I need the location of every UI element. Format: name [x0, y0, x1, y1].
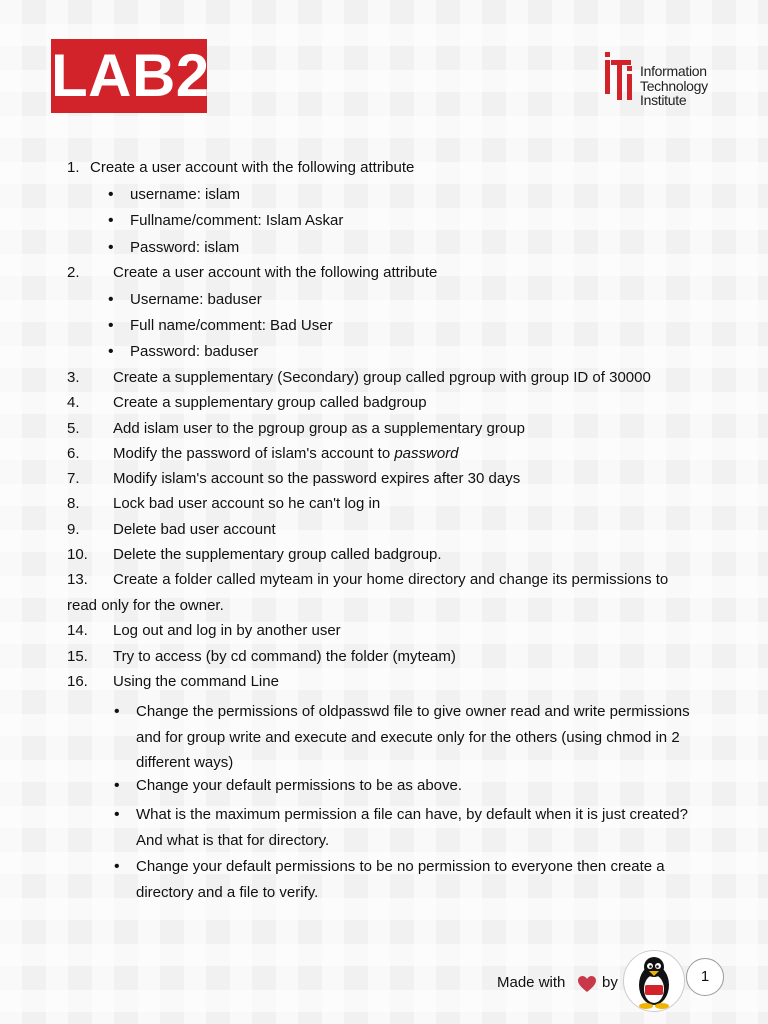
item-number: 2.	[67, 264, 80, 281]
item-text: Delete the supplementary group called badgroup.	[113, 546, 442, 563]
iti-logo	[603, 46, 733, 106]
lab-title: LAB2	[51, 39, 207, 113]
item-text: Create a supplementary group called badgroup	[113, 394, 427, 411]
item-number: 8.	[67, 495, 80, 512]
item-number: 10.	[67, 546, 88, 563]
penguin-avatar	[623, 950, 685, 1012]
item-number: 16.	[67, 673, 88, 690]
item-number: 3.	[67, 369, 80, 386]
item-text: Log out and log in by another user	[113, 622, 341, 639]
heart-icon	[577, 975, 597, 993]
logo-line-3: Institute	[640, 92, 687, 108]
item-number: 13.	[67, 571, 88, 588]
item-text: Add islam user to the pgroup group as a supplementary group	[113, 420, 525, 437]
list-item: • Full name/comment: Bad User	[130, 316, 333, 336]
list-item: • Change your default permissions to be no permission to everyone then create a directory and a file to verify.	[136, 854, 716, 905]
item-text: Create a user account with the following attribute	[90, 159, 415, 176]
page-number: 1	[686, 958, 724, 996]
item-text: Create a folder called myteam in your home directory and change its permissions to	[113, 571, 669, 588]
item-text: Delete bad user account	[113, 521, 276, 538]
item-continuation: read only for the owner.	[67, 597, 224, 614]
item-emphasis: password	[394, 445, 459, 462]
list-item: • Username: baduser	[130, 290, 262, 310]
item-text: Modify the password of islam's account to	[113, 445, 391, 462]
list-item: • Change the permissions of oldpasswd file to give owner read and write permissions and for group write and execute and execute only for the others (using chmod in 2 different ways)	[136, 699, 716, 776]
item-text: Lock bad user account so he can't log in	[113, 495, 381, 512]
item-number: 4.	[67, 394, 80, 411]
item-number: 5.	[67, 420, 80, 437]
list-item: • Change your default permissions to be as above.	[136, 776, 462, 796]
item-number: 14.	[67, 622, 88, 639]
list-item: • Fullname/comment: Islam Askar	[130, 211, 343, 231]
logo-line-1: Information	[640, 63, 707, 79]
list-item: • What is the maximum permission a file can have, by default when it is just created? And what is that for directory.	[136, 802, 696, 853]
item-number: 15.	[67, 648, 88, 665]
list-item: • username: islam	[130, 185, 240, 205]
item-text: Modify islam's account so the password expires after 30 days	[113, 470, 521, 487]
list-item: • Password: islam	[130, 238, 239, 258]
item-text: Using the command Line	[113, 673, 279, 690]
tux-icon	[624, 951, 684, 1011]
item-number: 1.	[67, 159, 80, 176]
made-with-label: Made with	[497, 974, 566, 991]
item-text: Try to access (by cd command) the folder (myteam)	[113, 648, 456, 665]
by-label: by	[602, 974, 618, 991]
list-item: • Password: baduser	[130, 342, 258, 362]
iti-logo-mark	[603, 46, 639, 104]
item-text: Create a user account with the following attribute	[113, 264, 438, 281]
item-text: Create a supplementary (Secondary) group called pgroup with group ID of 30000	[113, 369, 651, 386]
item-number: 7.	[67, 470, 80, 487]
logo-line-2: Technology	[640, 77, 708, 94]
item-number: 9.	[67, 521, 80, 538]
item-number: 6.	[67, 445, 80, 462]
